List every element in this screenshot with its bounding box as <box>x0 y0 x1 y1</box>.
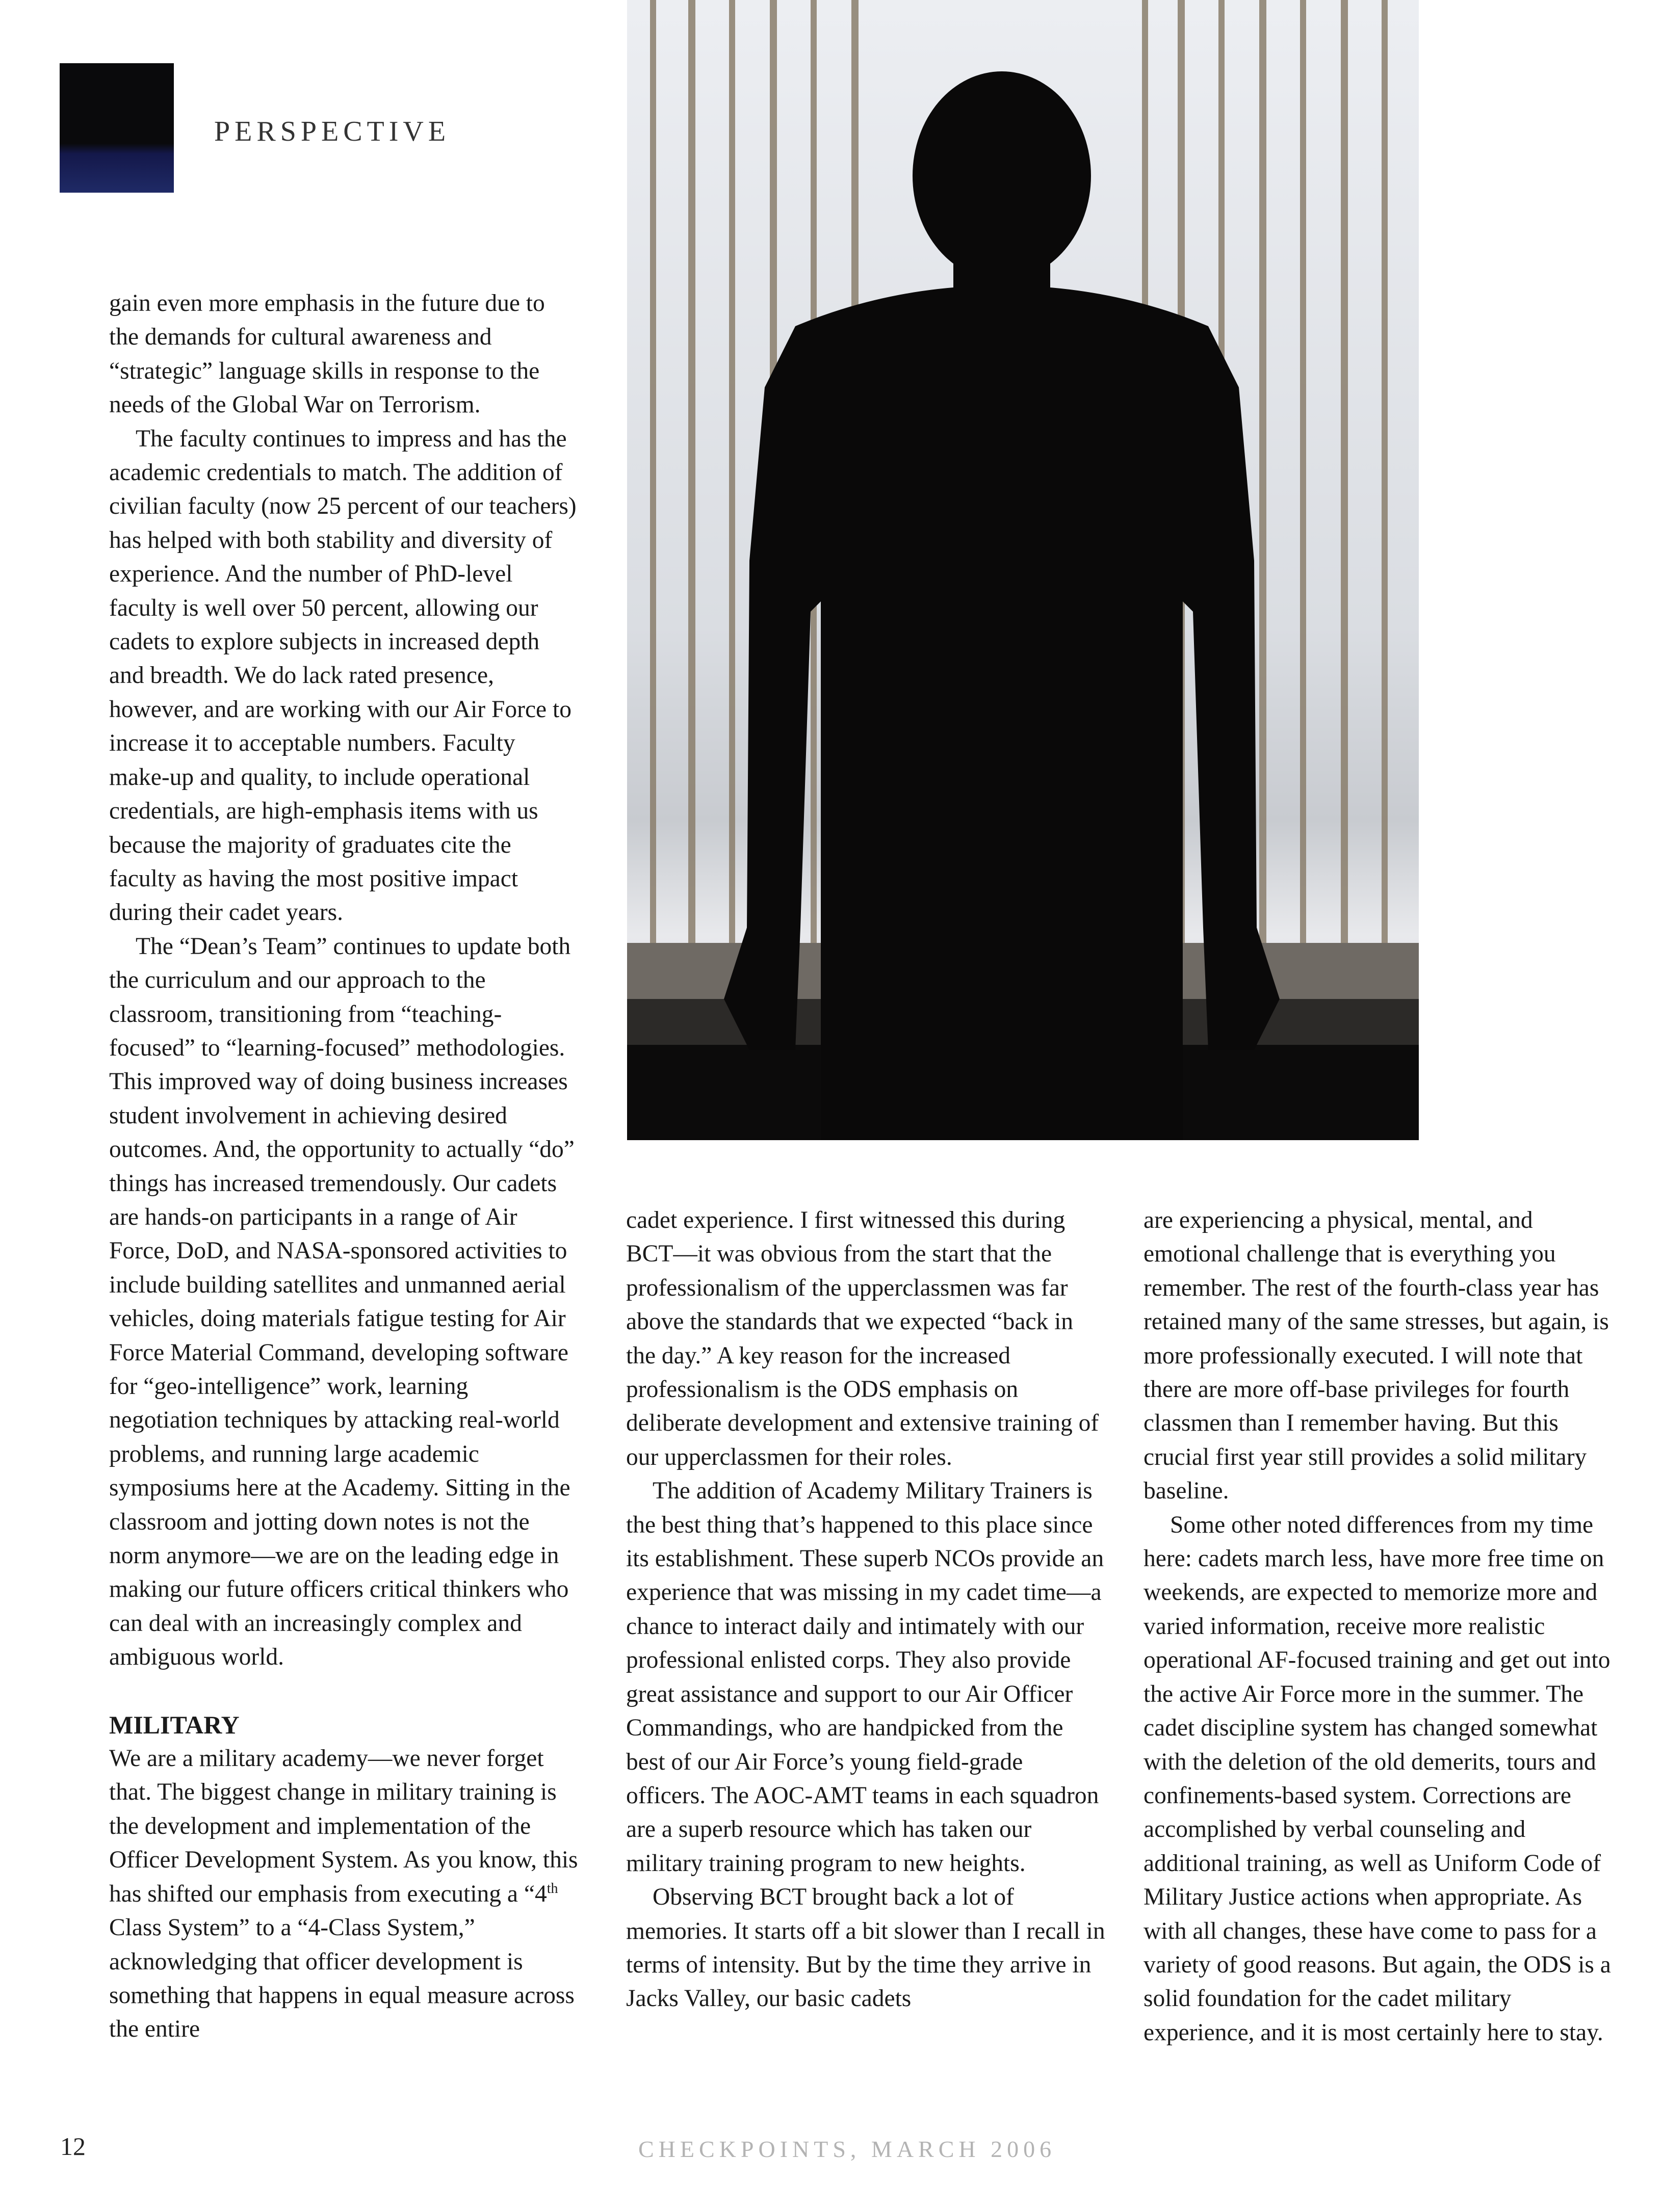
paragraph: The addition of Academy Military Trainers is the best thing that’s happened to this place since its establishment. These superb NCOs provide an experience that was missing in my cadet time—a chance to interact daily and intimately with our professional enlisted corps. They also provide great assistance and support to our Air Officer Commandings, who are handpicked from the best of our Air Force’s young field-grade officers. The AOC-AMT teams in each squadron are a superb resource which has taken our military training program to new heights. <box>626 1478 1104 1877</box>
section-label: PERSPECTIVE <box>214 116 451 147</box>
paragraph-text: Class System” to a “4-Class System,” acknowledging that officer development is something that happens in equal measure across the entire <box>109 1914 575 2043</box>
silhouette-photo <box>627 0 1419 1140</box>
paragraph: Some other noted differences from my time here: cadets march less, have more free time on weekends, are expected to memorize more and varied information, receive more realistic operational AF-focused training and get out into the active Air Force more in the summer. The cadet discipline system has changed somewhat with the deletion of the old demerits, tours and confinements-based system. Corrections are accomplished by verbal counseling and additional training, as well as Uniform Code of Military Justice actions when appropriate. As with all changes, these have come to pass for a variety of good reasons. But again, the ODS is a solid foundation for the cadet military experience, and it is most certainly here to stay. <box>1144 1511 1611 2046</box>
paragraph: gain even more emphasis in the future due to the demands for cultural awareness and “strategic” language skills in response to the needs of the Global War on Terrorism. <box>109 290 545 418</box>
page-number: 12 <box>60 2132 86 2161</box>
publication-footer: CHECKPOINTS, MARCH 2006 <box>638 2136 1056 2162</box>
superscript: th <box>547 1880 558 1897</box>
paragraph-text: We are a military academy—we never forget that. The biggest change in military training is the development and implementation of the Officer Development System. As you know, this has shifted our emphasis from executing a “4 <box>109 1745 578 1907</box>
paragraph: are experiencing a physical, mental, and emotional challenge that is everything you remember. The rest of the fourth-class year has retained many of the same stresses, but again, is more professionally executed. I will note that there are more off-base privileges for fourth classmen than I remember having. But this crucial first year still provides a solid military baseline. <box>1144 1207 1609 1505</box>
text-column-1 <box>109 286 578 2046</box>
silhouette-illustration <box>627 0 1419 1140</box>
paragraph <box>109 1742 578 2046</box>
paragraph: The “Dean’s Team” continues to update both the curriculum and our approach to the classroom, transitioning from “teaching-focused” to “learning-focused” methodologies. This improved way of doing business increases student involvement in achieving desired outcomes. And, the opportunity to actually “do” things has increased tremendously. Our cadets are hands-on participants in a range of Air Force, DoD, and NASA-sponsored activities to include building satellites and unmanned aerial vehicles, doing materials fatigue testing for Air Force Material Command, developing software for “geo-intelligence” work, learning negotiation techniques by attacking real-world problems, and running large academic symposiums here at the Academy. Sitting in the classroom and jotting down notes is not the norm anymore—we are on the leading edge in making our future officers critical thinkers who can deal with an increasingly complex and ambiguous world. <box>109 933 575 1671</box>
text-column-3 <box>1144 1203 1623 2049</box>
paragraph: The faculty continues to impress and has the academic credentials to match. The addition of civilian faculty (now 25 percent of our teachers) has helped with both stability and diversity of experience. And the number of PhD-level faculty is well over 50 percent, allowing our cadets to explore subjects in increased depth and breadth. We do lack rated presence, however, and are working with our Air Force to increase it to acceptable numbers. Faculty make-up and quality, to include operational credentials, are high-emphasis items with us because the majority of graduates cite the faculty as having the most positive impact during their cadet years. <box>109 425 577 926</box>
section-color-block <box>60 63 174 193</box>
paragraph: cadet experience. I first witnessed this during BCT—it was obvious from the start that the professionalism of the upperclassmen was far above the standards that we expected “back in the day.” A key reason for the increased professionalism is the ODS emphasis on deliberate development and extensive training of our upperclassmen for their roles. <box>626 1207 1099 1470</box>
paragraph: Observing BCT brought back a lot of memories. It starts off a bit slower than I recall in terms of intensity. But by the time they arrive in Jacks Valley, our basic cadets <box>626 1884 1105 2012</box>
section-heading: MILITARY <box>109 1710 240 1739</box>
text-column-2 <box>626 1203 1105 2016</box>
